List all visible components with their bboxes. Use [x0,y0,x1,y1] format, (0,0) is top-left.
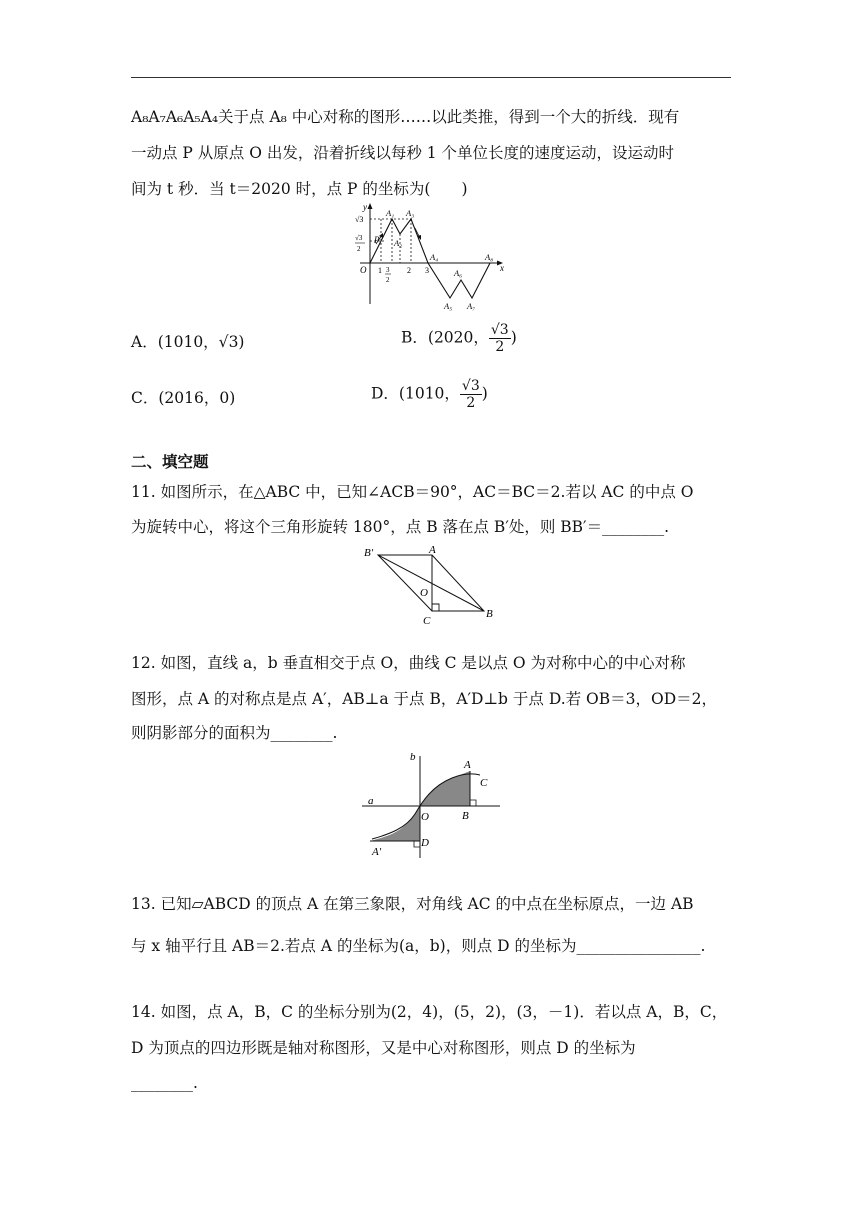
q12-line-3: 则阴影部分的面积为________. [131,724,338,742]
q14-line-3: ________. [131,1074,198,1092]
point-a7-label: A₇ [467,301,476,311]
point-a4-label: A₄ [430,252,439,262]
option-d-frac-den: 2 [466,395,476,411]
point-d-label: D [421,837,429,849]
label-c: C [423,615,431,627]
q14-line-2: D 为顶点的四边形既是轴对称图形，又是中心对称图形，则点 D 的坐标为 [131,1039,636,1057]
axis-a-label: a [368,795,374,807]
option-b-frac-num: √3 [490,322,509,338]
option-d-prefix: D．(1010， [371,384,460,403]
option-b-frac-den: 2 [495,339,505,355]
origin-label: O [360,265,367,275]
label-o: O [420,587,428,599]
curve-c-label: C [480,777,488,789]
option-b-fraction [489,322,511,355]
option-d-fraction [460,378,482,411]
option-a: A．(1010，√3) [131,333,245,351]
point-a6-label: A₆ [454,268,463,278]
q10-zigzag-figure [350,200,520,312]
q12-line-1: 12. 如图，直线 a，b 垂直相交于点 O，曲线 C 是以点 O 为对称中心的中心对称 [131,654,686,672]
option-c: C．(2016，0) [131,389,236,407]
q10-line-3: 间为 t 秒．当 t＝2020 时，点 P 的坐标为( ) [131,180,468,198]
point-a8-label: A₈ [485,252,494,262]
header-rule [131,77,731,78]
q12-symmetry-figure [360,748,510,860]
point-a3-label: A₃ [406,208,415,218]
option-b-prefix: B．(2020， [401,328,489,347]
y-axis-label: y [363,202,367,212]
x-tick-3-2-den: 2 [386,276,390,284]
q14-line-1: 14. 如图，点 A，B，C 的坐标分别为(2，4)，(5，2)，(3，－1)．若以点 A，B，C， [131,1003,728,1021]
y-tick-sqrt3-2-num: √3 [355,234,363,242]
point-a-prime-label: A′ [372,846,382,858]
axis-b-label: b [410,751,416,763]
label-a: A [429,544,436,556]
y-tick-sqrt3-2-den: 2 [357,245,361,253]
q11-line-2: 为旋转中心，将这个三角形旋转 180°，点 B 落在点 B′处，则 BB′＝________. [131,518,669,536]
label-b-prime: B′ [364,547,374,559]
point-p-label: P [374,235,380,245]
point-a1-label: A₁ [386,208,395,218]
point-a2-label: A₂ [394,238,403,248]
origin-o-label: O [421,811,429,823]
point-a5-label: A₅ [444,301,453,311]
option-b-close: ) [510,328,517,347]
q11-rotation-figure [360,544,500,628]
option-d [371,378,488,411]
q13-line-2: 与 x 轴平行且 AB＝2.若点 A 的坐标为(a，b)，则点 D 的坐标为________________. [131,937,706,955]
q11-line-1: 11. 如图所示，在△ABC 中，已知∠ACB＝90°，AC＝BC＝2.若以 AC 的中点 O [131,483,694,501]
option-d-frac-num: √3 [461,378,480,394]
q10-line-2: 一动点 P 从原点 O 出发，沿着折线以每秒 1 个单位长度的速度运动，设运动时 [131,144,675,162]
option-b [401,322,517,355]
option-d-close: ) [481,384,488,403]
y-tick-sqrt3: √3 [355,215,364,224]
q12-line-2: 图形，点 A 的对称点是点 A′，AB⊥a 于点 B，A′D⊥b 于点 D.若 OB＝3，OD＝2， [131,690,718,708]
point-a-label: A [464,759,471,771]
x-tick-1: 1 [378,266,382,275]
point-b-label: B [462,810,469,822]
q10-line-1: A₈A₇A₆A₅A₄关于点 A₈ 中心对称的图形……以此类推，得到一个大的折线．现有 [131,108,680,126]
section-title: 二、填空题 [131,453,209,471]
x-tick-2: 2 [407,266,411,275]
x-tick-3-2-num: 3 [386,266,390,274]
x-tick-3: 3 [425,266,429,275]
x-axis-label: x [500,263,504,273]
label-b: B [486,608,493,620]
q13-line-1: 13. 已知▱ABCD 的顶点 A 在第三象限，对角线 AC 的中点在坐标原点，一边 AB [131,895,694,913]
